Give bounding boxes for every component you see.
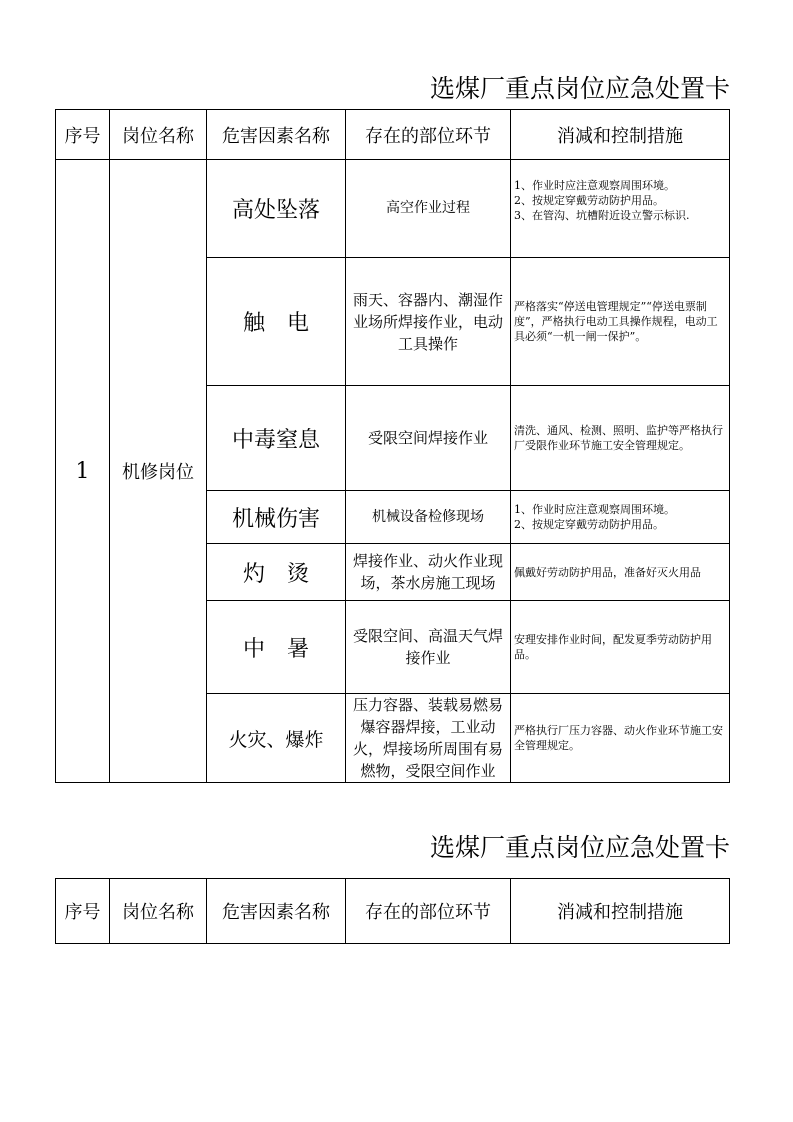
table-header-row	[56, 879, 730, 944]
header-no: 序号	[56, 879, 110, 944]
hazard-name: 触 电	[207, 258, 346, 386]
hazard-location: 机械设备检修现场	[346, 491, 511, 544]
measure-line: 2、按规定穿戴劳动防护用品。	[514, 194, 664, 207]
card-title: 选煤厂重点岗位应急处置卡	[429, 74, 730, 103]
measure-line: 严格落实“停送电管理规定”“停送电票制度”，严格执行电动工具操作规程，电动工具必须“一机一闸一保护”。	[514, 300, 718, 343]
serial-number: 1	[56, 160, 110, 783]
control-measures	[511, 694, 730, 783]
hazard-name: 火灾、爆炸	[207, 694, 346, 783]
control-measures	[511, 258, 730, 386]
header-no: 序号	[56, 110, 110, 160]
header-post: 岗位名称	[110, 879, 207, 944]
measure-line: 3、在管沟、坑槽附近设立警示标识.	[514, 209, 690, 222]
header-location: 存在的部位环节	[346, 879, 511, 944]
measure-line: 安理安排作业时间，配发夏季劳动防护用品。	[514, 633, 712, 661]
header-location: 存在的部位环节	[346, 110, 511, 160]
table-row	[56, 160, 730, 258]
hazard-name: 机械伤害	[207, 491, 346, 544]
hazard-name: 灼 烫	[207, 544, 346, 601]
control-measures	[511, 386, 730, 491]
measure-line: 佩戴好劳动防护用品，准备好灭火用品	[514, 565, 701, 579]
card-title: 选煤厂重点岗位应急处置卡	[429, 833, 730, 862]
hazard-location: 受限空间焊接作业	[346, 386, 511, 491]
hazard-name: 中 暑	[207, 601, 346, 694]
header-hazard: 危害因素名称	[207, 110, 346, 160]
measure-line: 1、作业时应注意观察周围环境。	[514, 179, 675, 192]
hazard-name: 中毒窒息	[207, 386, 346, 491]
hazard-name: 高处坠落	[207, 160, 346, 258]
measure-line: 清洗、通风、检测、照明、监护等严格执行厂受限作业环节施工安全管理规定。	[514, 424, 723, 452]
hazard-location: 高空作业过程	[346, 160, 511, 258]
measure-line: 1、作业时应注意观察周围环境。	[514, 503, 675, 516]
hazard-location: 雨天、容器内、潮湿作业场所焊接作业，电动工具操作	[346, 258, 511, 386]
measure-line: 严格执行厂压力容器、动火作业环节施工安全管理规定。	[514, 724, 723, 752]
header-hazard: 危害因素名称	[207, 879, 346, 944]
measure-line: 2、按规定穿戴劳动防护用品。	[514, 518, 664, 531]
control-measures	[511, 544, 730, 601]
hazard-location: 焊接作业、动火作业现场，茶水房施工现场	[346, 544, 511, 601]
header-measures: 消减和控制措施	[511, 110, 730, 160]
header-measures: 消减和控制措施	[511, 879, 730, 944]
control-measures	[511, 601, 730, 694]
header-post: 岗位名称	[110, 110, 207, 160]
hazard-location: 受限空间、高温天气焊接作业	[346, 601, 511, 694]
emergency-card-table	[55, 878, 730, 944]
emergency-card-table	[55, 109, 730, 783]
post-name: 机修岗位	[110, 160, 207, 783]
control-measures	[511, 160, 730, 258]
table-header-row	[56, 110, 730, 160]
control-measures	[511, 491, 730, 544]
hazard-location: 压力容器、装载易燃易爆容器焊接，工业动火，焊接场所周围有易燃物，受限空间作业	[346, 694, 511, 783]
